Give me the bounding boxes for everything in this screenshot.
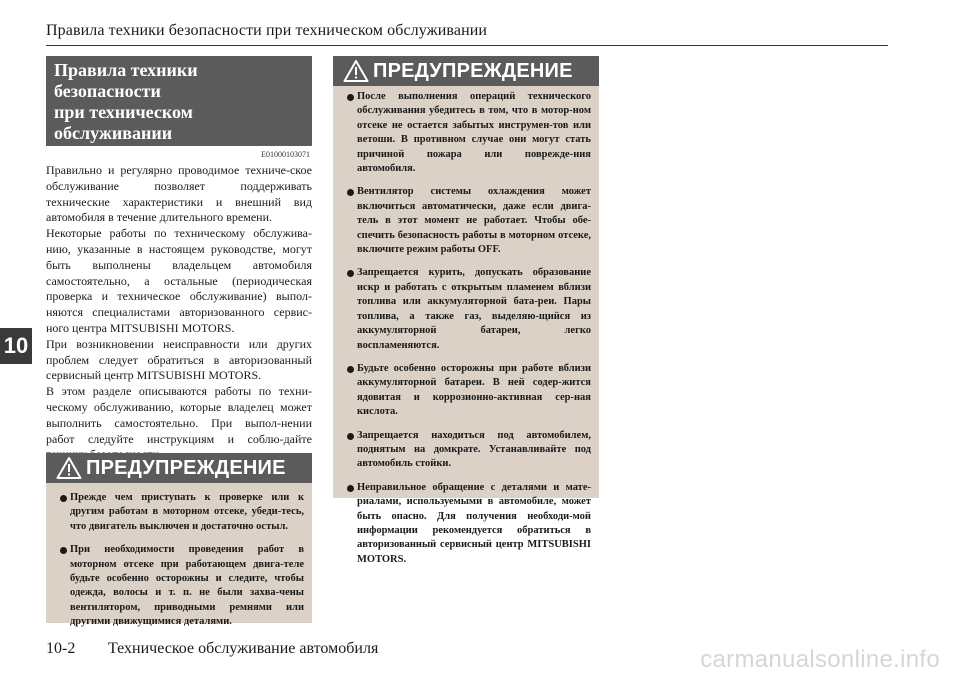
warning-title: ПРЕДУПРЕЖДЕНИЕ — [373, 60, 573, 82]
warning-item: Прежде чем приступать к проверке или к другим работам в моторном отсеке, убеди-тесь, что двигатель выключен и достаточно остыл. — [60, 491, 304, 534]
body-paragraph: В этом разделе описываются работы по техни-ческому обслуживанию, которые владелец может выполнить самостоятельно. При выпол-нении работ следуйте инструкциям и соблю-дайте — [46, 384, 312, 446]
warning-item: После выполнения операций технического обслуживания убедитесь в том, что в мотор-ном отсеке не остается забытых инструмен-тов или ветоши. В противном случае они могут стать причиной пожара или поврежде-ния автомобиля. — [347, 90, 591, 176]
page-header-title: Правила техники безопасности при техническом обслуживании — [46, 22, 488, 39]
page-footer — [46, 640, 378, 658]
warning-box-left — [46, 453, 312, 628]
header-divider — [46, 45, 888, 46]
warning-list — [60, 491, 304, 639]
warning-box-right — [333, 56, 599, 565]
watermark: carmanualsonline.info — [700, 646, 940, 673]
warning-title: ПРЕДУПРЕЖДЕНИЕ — [86, 457, 286, 479]
body-paragraph: При возникновении неисправности или других проблем следует обратиться в авторизованный сервисный центр MITSUBISHI MOTORS. — [46, 336, 312, 383]
warning-header — [333, 56, 599, 86]
section-title-line: безопасности — [54, 81, 161, 101]
section-title-box — [46, 56, 312, 146]
body-paragraph: Правильно и регулярно проводимое техниче-ское обслуживание позволяет поддерживать технические характеристики и внешний вид автомобиля в течение длительного времени. — [46, 163, 312, 225]
section-title-line: Правила техники — [54, 60, 198, 80]
warning-item: Будьте особенно осторожны при работе вблизи аккумуляторной батареи. В ней содер-жится ядовитая и коррозионно-активная сер-ная кислота. — [347, 362, 591, 420]
body-paragraph: Некоторые работы по техническому обслужива-нию, указанные в настоящем руководстве, могут быть выполнены владельцем автомобиля самостоятельно, а остальные (периодическая проверка и техническое обслуживание) выпол-няются специалистами авторизованного сервис-ного центра MITSUBISHI MOTORS. — [46, 226, 312, 335]
warning-item: Запрещается курить, допускать образование искр и работать с открытым пламенем вблизи топлива или аккумуляторной бата-реи. Пары топлива, а также газ, выделяю-щийся из аккумуляторной батареи, легко воспламеняются. — [347, 266, 591, 352]
section-body — [46, 163, 312, 463]
page-number: 10-2 — [46, 640, 76, 657]
warning-item: Запрещается находиться под автомобилем, поднятым на домкрате. Устанавливайте под автомобиль стойки. — [347, 429, 591, 472]
warning-item: Вентилятор системы охлаждения может включиться автоматически, даже если двига-тель в этот момент не работает. Чтобы обе-спечить безопасность работы в моторном отсеке, включите режим работы OFF. — [347, 185, 591, 257]
section-title-line: обслуживании — [54, 123, 173, 143]
footer-chapter-title: Техническое обслуживание автомобиля — [108, 640, 379, 657]
section-code: E01000103071 — [261, 150, 310, 159]
warning-item: При необходимости проведения работ в моторном отсеке при работающем двига-теле будьте особенно осторожны и следите, чтобы одежда, волосы и т. п. не были захва-чены вентилятором, приводными ремнями или другими движущимися деталями. — [60, 543, 304, 629]
section-title-line: при техническом — [54, 102, 193, 122]
warning-triangle-icon — [343, 59, 369, 83]
warning-triangle-icon — [56, 456, 82, 480]
chapter-tab: 10 — [0, 328, 32, 364]
warning-list — [347, 90, 591, 576]
warning-header — [46, 453, 312, 483]
warning-item: Неправильное обращение с деталями и мате-риалами, используемыми в автомобиле, может быть опасно. Для получения необходи-мой информации рекомендуется обратиться в авторизованный сервисный центр MITSUBISHI MOTORS. — [347, 481, 591, 567]
